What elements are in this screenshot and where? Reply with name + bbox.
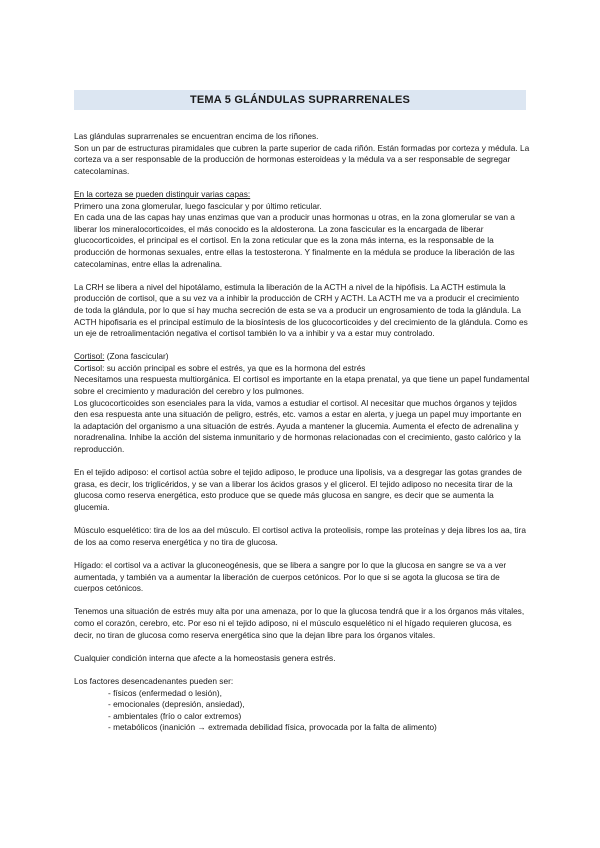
corteza-line: Primero una zona glomerular, luego fascicular y por último reticular. — [74, 200, 322, 211]
cortisol-heading: Cortisol: — [74, 351, 105, 362]
factores-heading: Los factores desencadenantes pueden ser: — [74, 675, 234, 686]
factores-list — [74, 688, 530, 734]
list-item: - emocionales (depresión, ansiedad), — [108, 699, 245, 710]
adiposo-paragraph: En el tejido adiposo: el cortisol actúa sobre el tejido adiposo, le produce una lipolisis, va a desgregar las gotas grandes de grasa, es decir, los triglicéridos, y se van a liberar los ácidos grasos y el glicerol. El tejido adiposo no necesita tirar de la glucosa como reserva energética, esto produce que se quede más glucosa en sangre, es decir que se aumenta la glucemia. — [74, 467, 522, 512]
list-item: - ambientales (frío o calor extremos) — [108, 710, 242, 721]
corteza-heading: En la corteza se pueden distinguir varias capas: — [74, 188, 251, 199]
estres-paragraph: Tenemos una situación de estrés muy alta por una amenaza, por lo que la glucosa tendrá que ir a los órganos más vitales, como el corazón, cerebro, etc. Por eso ni el tejido adiposo, ni el músculo esquelético ni el hígado requieren glucosa, es decir, no tiran de glucosa como reserva energética sino que la dejan libre para los órganos vitales. — [74, 606, 525, 640]
document-title: TEMA 5 GLÁNDULAS SUPRARRENALES — [74, 90, 526, 110]
list-item: - físicos (enfermedad o lesión), — [108, 687, 222, 698]
list-item: - metabólicos (inanición → extremada debilidad física, provocada por la falta de alimento) — [108, 722, 437, 733]
intro-line: Las glándulas suprarrenales se encuentran encima de los riñones. — [74, 131, 319, 141]
higado-paragraph: Hígado: el cortisol va a activar la gluconeogénesis, que se libera a sangre por lo que la glucosa en sangre se va a ver aumentada, y también va a aumentar la liberación de cuerpos cetónicos. Por lo que si se agota la glucosa se tira de cuerpos cetónicos. — [74, 559, 507, 594]
cortisol-line: Cortisol: su acción principal es sobre el estrés, ya que es la hormona del estrés — [74, 362, 366, 373]
cortisol-heading-note: (Zona fascicular) — [104, 351, 169, 362]
document-body — [74, 131, 530, 734]
homeostasis-line: Cualquier condición interna que afecte a la homeostasis genera estrés. — [74, 652, 336, 663]
musculo-paragraph: Músculo esquelético: tira de los aa del músculo. El cortisol activa la proteolisis, rompe las proteínas y deja libres los aa, tira de los aa como reserva energética y no tira de glucosa. — [74, 525, 526, 547]
cortisol-heading-line — [74, 351, 530, 363]
crh-paragraph: La CRH se libera a nivel del hipotálamo, estimula la liberación de la ACTH a nivel de la hipófisis. La ACTH estimula la producción de cortisol, que a su vez va a inhibir la producción de CRH y ACTH. La ACTH me va a producir el crecimiento de toda la glándula, por lo que sí hay mucha secreción de esta se va a producir un engrosamiento de toda la glándula. La ACTH hipofisaria es el principal estímulo de la biosíntesis de los glucocorticoides y del crecimiento de la glándula. Como es un eje de retroalimentación negativa el cortisol también lo va a inhibir y va a estar muy controlado. — [74, 281, 528, 339]
intro-paragraph: Son un par de estructuras piramidales que cubren la parte superior de cada riñón. Están formadas por corteza y médula. La corteza va a ser responsable de la producción de hormonas esteroideas y la médula va a ser responsable de segregar catecolaminas. — [74, 142, 530, 176]
corteza-paragraph: En cada una de las capas hay unas enzimas que van a producir unas hormonas u otras, en la zona glomerular se van a liberar los mineralocorticoides, el más conocido es la aldosterona. La zona fascicular es la encargada de liberar glucocorticoides, el principal es el cortisol. En la zona reticular que es la zona más interna, es la responsable de la producción de hormonas sexuales, entre ellas la testosterona. Y finalmente en la médula se produce la liberación de las catecolaminas, entre ellas la adrenalina. — [74, 212, 515, 269]
cortisol-paragraph: Los glucocorticoides son esenciales para la vida, vamos a estudiar el cortisol. Al necesitar que muchos órganos y tejidos den esa respuesta ante una situación de peligro, estrés, etc. vamos a estar en alerta, y juega un papel muy importante en la adaptación del organismo a una situación de estrés. Ayuda a mantener la glucemia. Aumenta el efecto de adrenalina y noradrenalina. Inhibe la acción del sistema inmunitario y de hormonas relacionadas con el crecimiento, gasto calórico y la reproducción. — [74, 397, 522, 455]
cortisol-paragraph: Necesitamos una respuesta multiorgánica. El cortisol es importante en la etapa prenatal, ya que tiene un papel fundamental sobre el crecimiento y maduración del cerebro y los pulmones. — [74, 374, 530, 397]
